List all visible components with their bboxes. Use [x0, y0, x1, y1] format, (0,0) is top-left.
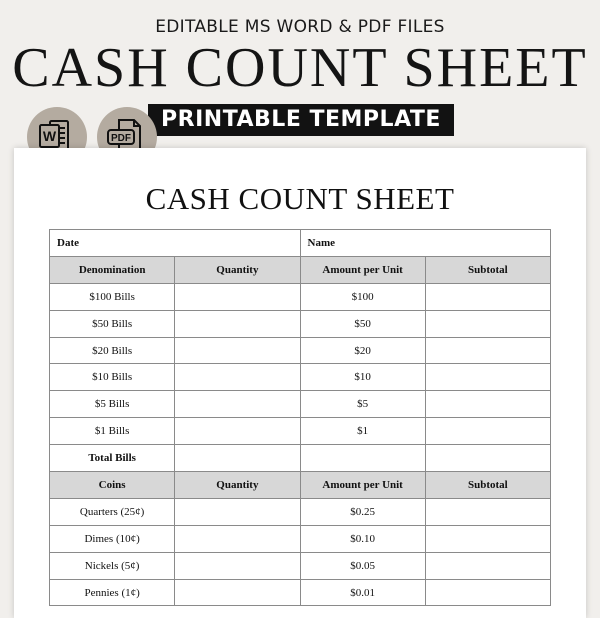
denomination-cell: $10 Bills	[50, 364, 175, 391]
date-name-row	[50, 230, 551, 257]
quantity-cell	[175, 364, 300, 391]
subtotal-cell	[425, 337, 550, 364]
column-header: Amount per Unit	[300, 256, 425, 283]
amount-cell: $20	[300, 337, 425, 364]
total-bills-label: Total Bills	[50, 445, 175, 472]
denomination-cell: Pennies (1¢)	[50, 579, 175, 606]
cash-count-table	[49, 229, 551, 606]
amount-cell: $0.10	[300, 525, 425, 552]
table-row	[50, 525, 551, 552]
table-row	[50, 498, 551, 525]
subtotal-cell	[425, 525, 550, 552]
table-row	[50, 579, 551, 606]
editable-files-subtitle: EDITABLE MS WORD & PDF FILES	[155, 17, 445, 37]
word-icon-letter: W	[42, 128, 57, 144]
denomination-cell: $100 Bills	[50, 283, 175, 310]
amount-cell: $50	[300, 310, 425, 337]
table-row	[50, 283, 551, 310]
subtotal-cell	[425, 364, 550, 391]
column-header: Quantity	[175, 472, 300, 499]
column-header: Subtotal	[425, 256, 550, 283]
pdf-icon-label: PDF	[111, 133, 131, 144]
printable-template-badge: PRINTABLE TEMPLATE	[148, 104, 454, 136]
table-row	[50, 552, 551, 579]
denomination-cell: $50 Bills	[50, 310, 175, 337]
date-field: Date	[50, 230, 301, 257]
amount-cell: $1	[300, 418, 425, 445]
amount-cell: $0.05	[300, 552, 425, 579]
amount-cell: $100	[300, 283, 425, 310]
quantity-cell	[175, 391, 300, 418]
column-header: Denomination	[50, 256, 175, 283]
denomination-cell: Nickels (5¢)	[50, 552, 175, 579]
quantity-cell	[175, 498, 300, 525]
table-row	[50, 418, 551, 445]
subtotal-cell	[425, 498, 550, 525]
total-bills-row	[50, 445, 551, 472]
amount-cell	[300, 445, 425, 472]
quantity-cell	[175, 579, 300, 606]
denomination-cell: Quarters (25¢)	[50, 498, 175, 525]
column-header: Coins	[50, 472, 175, 499]
subtotal-cell	[425, 579, 550, 606]
cash-count-sheet-preview	[14, 148, 586, 618]
sheet-title: CASH COUNT SHEET	[145, 181, 455, 216]
coins-header-row	[50, 472, 551, 499]
table-row	[50, 310, 551, 337]
quantity-cell	[175, 283, 300, 310]
subtotal-cell	[425, 445, 550, 472]
amount-cell: $5	[300, 391, 425, 418]
denomination-cell: Dimes (10¢)	[50, 525, 175, 552]
amount-cell: $0.01	[300, 579, 425, 606]
denomination-cell: $1 Bills	[50, 418, 175, 445]
table-row	[50, 391, 551, 418]
denomination-cell: $20 Bills	[50, 337, 175, 364]
subtotal-cell	[425, 552, 550, 579]
quantity-cell	[175, 310, 300, 337]
amount-cell: $10	[300, 364, 425, 391]
quantity-cell	[175, 525, 300, 552]
banner-title: CASH COUNT SHEET	[12, 37, 588, 99]
subtotal-cell	[425, 391, 550, 418]
denomination-cell: $5 Bills	[50, 391, 175, 418]
column-header: Subtotal	[425, 472, 550, 499]
subtotal-cell	[425, 283, 550, 310]
quantity-cell	[175, 418, 300, 445]
table-row	[50, 337, 551, 364]
name-field: Name	[300, 230, 551, 257]
quantity-cell	[175, 337, 300, 364]
column-header: Quantity	[175, 256, 300, 283]
column-header: Amount per Unit	[300, 472, 425, 499]
subtotal-cell	[425, 310, 550, 337]
quantity-cell	[175, 445, 300, 472]
quantity-cell	[175, 552, 300, 579]
bills-header-row	[50, 256, 551, 283]
subtotal-cell	[425, 418, 550, 445]
amount-cell: $0.25	[300, 498, 425, 525]
table-row	[50, 364, 551, 391]
